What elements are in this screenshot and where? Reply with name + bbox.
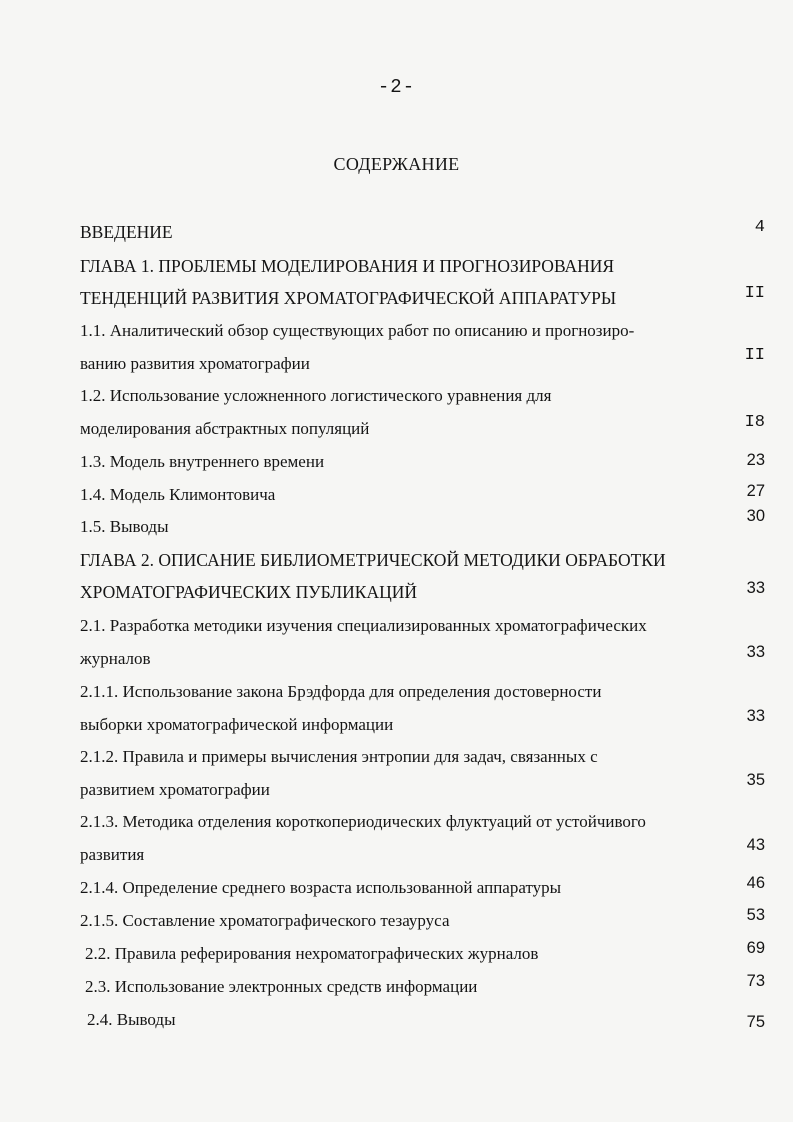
toc-page-ref: 46	[746, 874, 765, 892]
toc-line-1-2: 1.2. Использование усложненного логистического уравнения для	[80, 386, 552, 405]
toc-page-ref: 53	[746, 906, 765, 924]
toc-page-ref: 27	[746, 482, 765, 500]
toc-line-1-2-cont: моделирования абстрактных популяций	[80, 419, 370, 438]
toc-page-ref: I8	[744, 413, 765, 432]
toc-line-2-1-cont: журналов	[80, 649, 151, 668]
toc-page-ref: 4	[754, 218, 765, 237]
toc-line-2-1: 2.1. Разработка методики изучения специализированных хроматографических	[80, 616, 647, 635]
toc-page-ref: 33	[746, 643, 765, 661]
toc-line-2-4: 2.4. Выводы	[87, 1010, 176, 1029]
toc-page-ref: 43	[746, 836, 765, 854]
toc-line-2-1-5: 2.1.5. Составление хроматографического тезауруса	[80, 911, 450, 930]
toc-line-2-1-3-cont: развития	[80, 845, 145, 864]
toc-title: СОДЕРЖАНИЕ	[333, 154, 460, 174]
toc-page-ref: II	[744, 284, 765, 303]
toc-line-2-1-1: 2.1.1. Использование закона Брэдфорда для определения достоверности	[80, 682, 602, 701]
toc-line-chapter-1-cont: ТЕНДЕНЦИЙ РАЗВИТИЯ ХРОМАТОГРАФИЧЕСКОЙ АППАРАТУРЫ	[80, 288, 617, 308]
toc-page-ref: 33	[746, 579, 765, 597]
toc-page-ref: 33	[746, 707, 765, 725]
toc-page-ref: 69	[746, 939, 765, 957]
toc-line-chapter-2-cont: ХРОМАТОГРАФИЧЕСКИХ ПУБЛИКАЦИЙ	[80, 582, 418, 602]
toc-line-1-1: 1.1. Аналитический обзор существующих работ по описанию и прогнозиро-	[80, 321, 635, 340]
toc-line-chapter-1: ГЛАВА 1. ПРОБЛЕМЫ МОДЕЛИРОВАНИЯ И ПРОГНОЗИРОВАНИЯ	[80, 256, 615, 276]
toc-line-1-1-cont: ванию развития хроматографии	[80, 354, 310, 373]
toc-line-1-3: 1.3. Модель внутреннего времени	[80, 452, 325, 471]
toc-page-ref: 75	[746, 1013, 765, 1031]
toc-page-ref: II	[744, 346, 765, 365]
toc-page-ref: 35	[746, 771, 765, 789]
toc-line-chapter-2: ГЛАВА 2. ОПИСАНИЕ БИБЛИОМЕТРИЧЕСКОЙ МЕТОДИКИ ОБРАБОТКИ	[80, 550, 666, 570]
toc-line-2-3: 2.3. Использование электронных средств информации	[85, 977, 478, 996]
toc-line-2-1-2-cont: развитием хроматографии	[80, 780, 270, 799]
toc-line-2-1-4: 2.1.4. Определение среднего возраста использованной аппаратуры	[80, 878, 562, 897]
toc-line-introduction: ВВЕДЕНИЕ	[80, 222, 173, 242]
toc-line-2-1-1-cont: выборки хроматографической информации	[80, 715, 394, 734]
toc-line-2-2: 2.2. Правила реферирования нехроматографических журналов	[85, 944, 539, 963]
page-number: -2-	[377, 76, 416, 98]
toc-line-1-5: 1.5. Выводы	[80, 517, 169, 536]
toc-line-2-1-3: 2.1.3. Методика отделения короткопериодических флуктуаций от устойчивого	[80, 812, 646, 831]
toc-page-ref: 23	[746, 451, 765, 469]
toc-line-1-4: 1.4. Модель Климонтовича	[80, 485, 276, 504]
toc-line-2-1-2: 2.1.2. Правила и примеры вычисления энтропии для задач, связанных с	[80, 747, 598, 766]
toc-page-ref: 73	[746, 972, 765, 990]
toc-page-ref: 30	[746, 507, 765, 525]
